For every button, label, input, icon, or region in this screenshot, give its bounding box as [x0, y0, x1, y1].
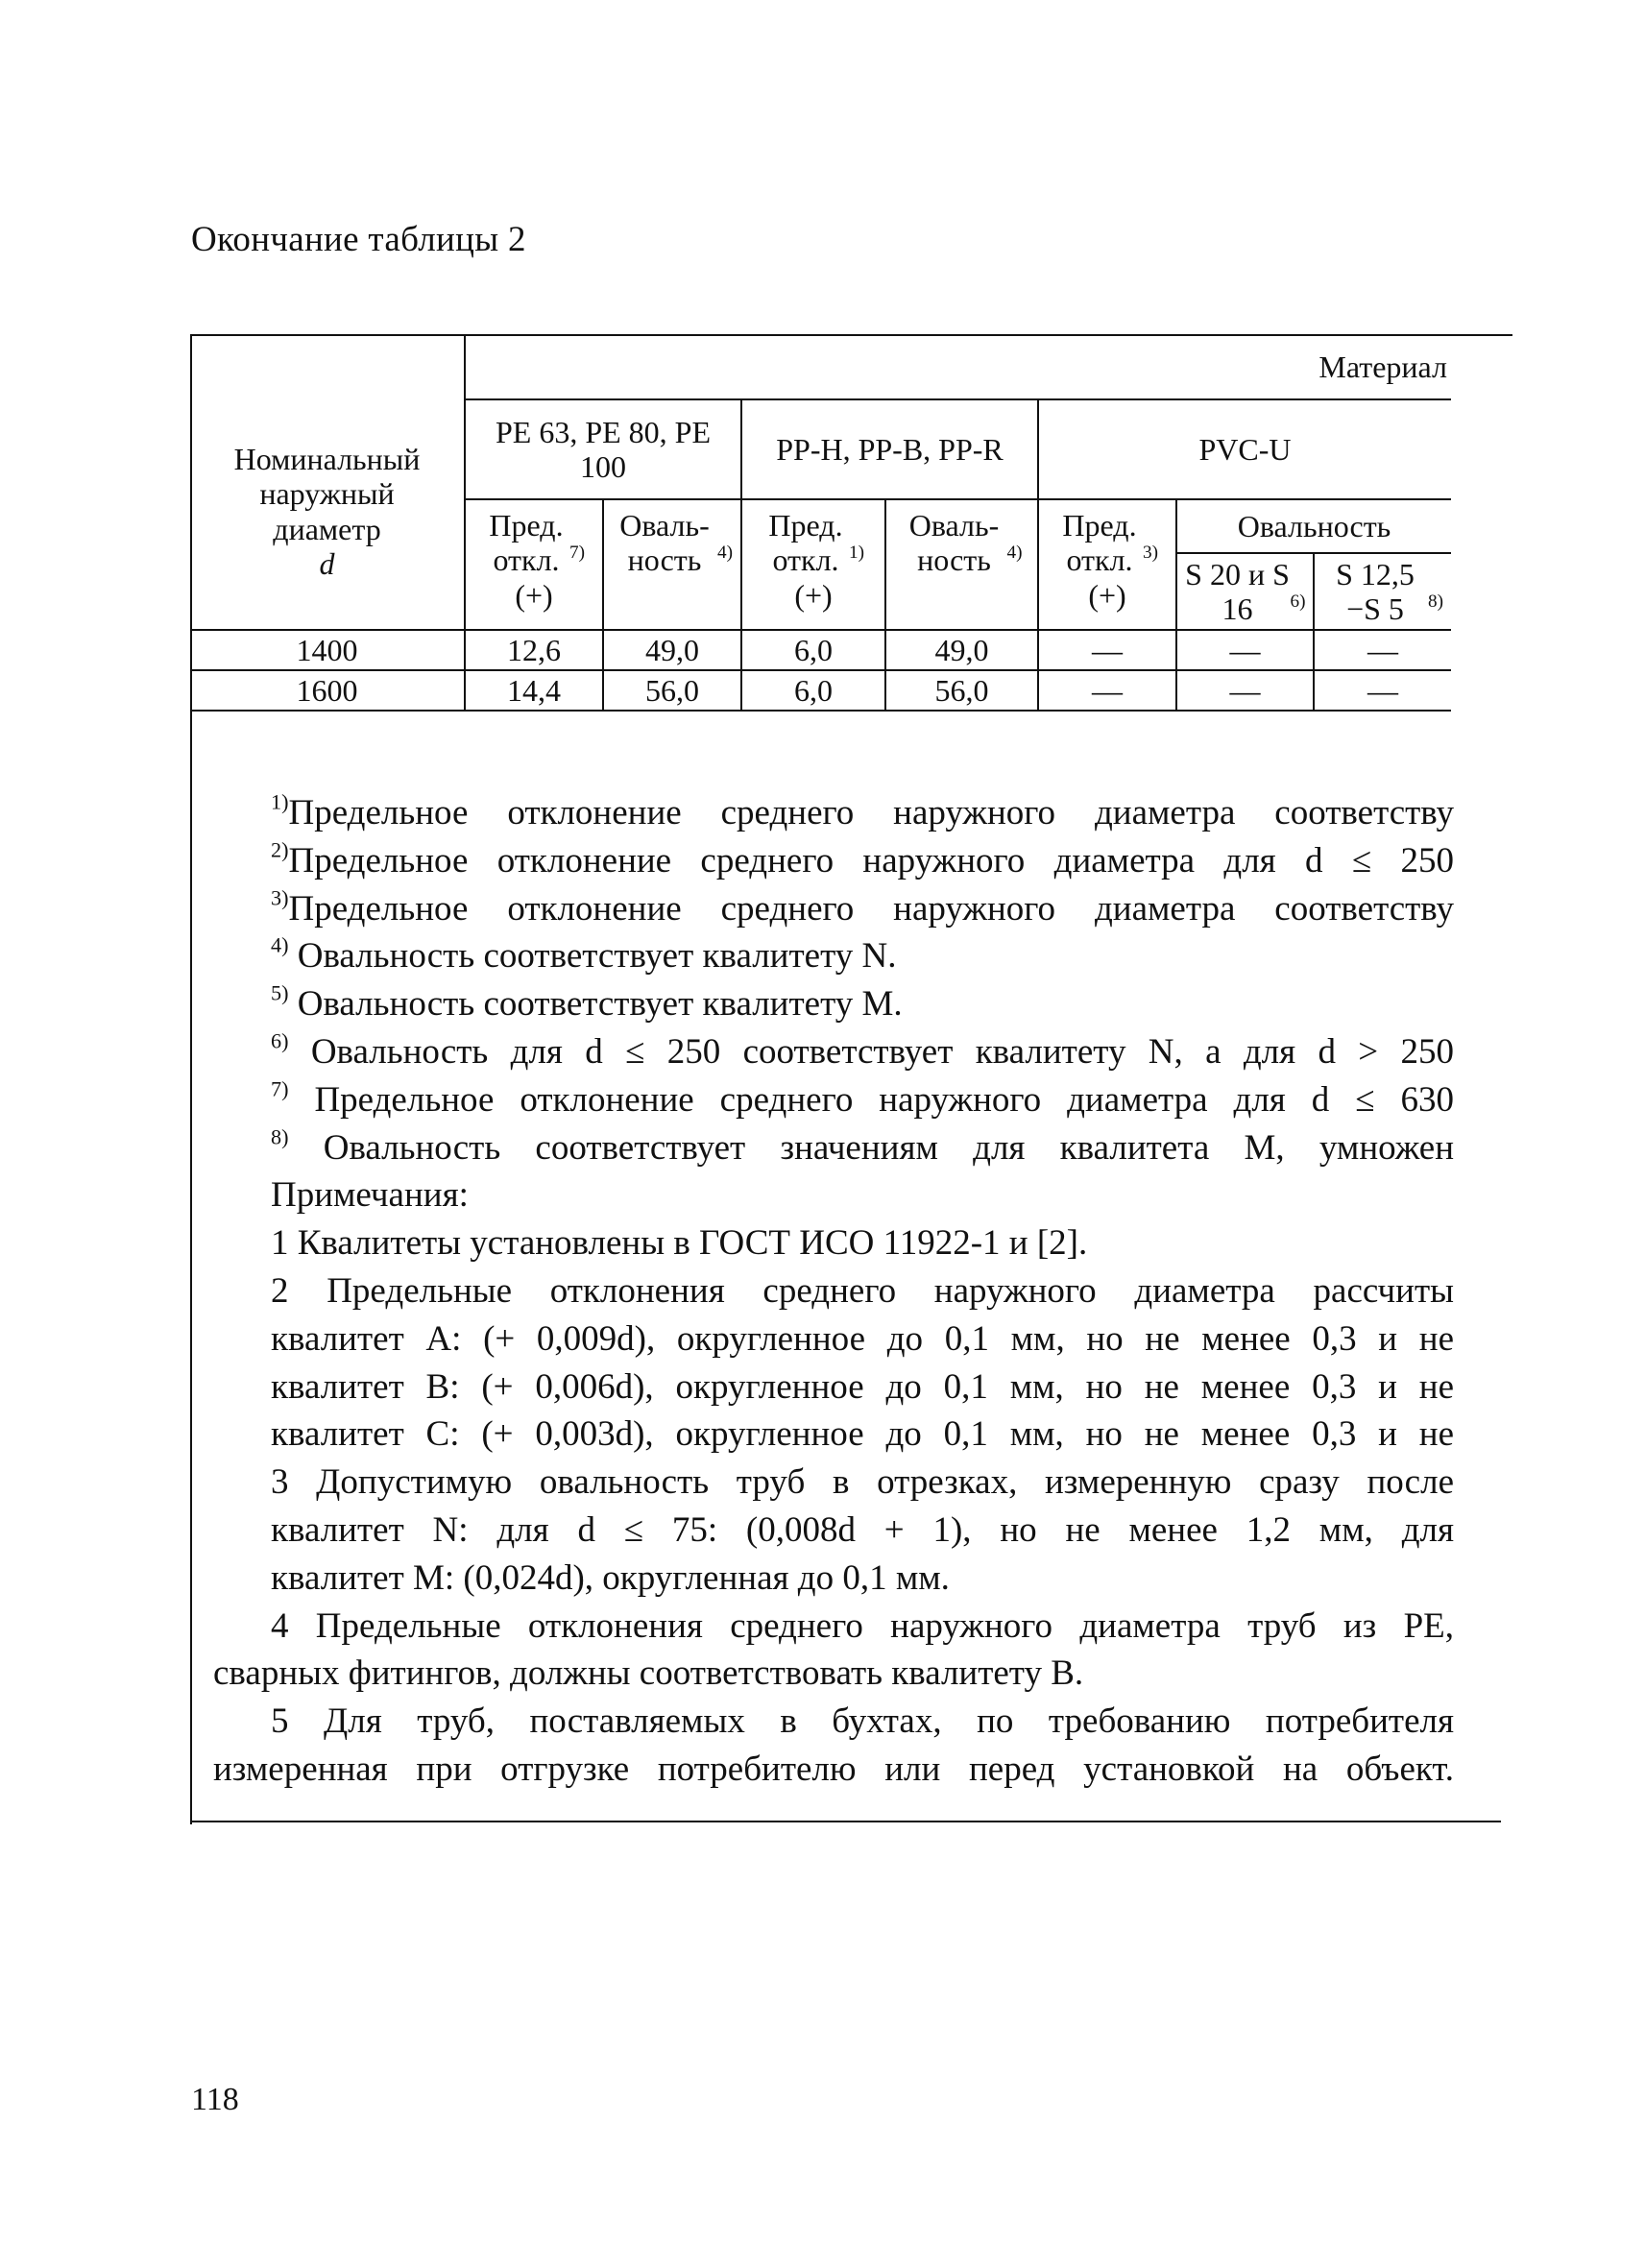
footnote-mark: 4)	[271, 932, 289, 957]
footnote-text: Предельное отклонение среднего наружного диаметра соответству	[288, 793, 1454, 832]
table-cell: 49,0	[885, 630, 1038, 670]
pvc-s1-sup: 6)	[1290, 591, 1306, 612]
footnote-8	[213, 1124, 1454, 1172]
table-cell: —	[1038, 670, 1176, 711]
table-cell: 56,0	[603, 670, 741, 711]
footnote-6	[213, 1028, 1454, 1076]
pe-deviation-header	[465, 499, 603, 630]
footnote-mark: 6)	[271, 1028, 289, 1053]
footnote-text: Предельное отклонение среднего наружного диаметра для d ≤ 630	[314, 1079, 1454, 1120]
pvc-deviation-header	[1038, 499, 1176, 630]
remark-line: квалитет C: (+ 0,003d), округленное до 0,1 мм, но не менее 0,3 и не	[271, 1414, 1454, 1455]
footnote-2	[213, 837, 1454, 885]
pe-ovality-header	[603, 499, 741, 630]
remark-line: 3 Допустимую овальность труб в отрезках, измеренную сразу после	[271, 1462, 1454, 1503]
pvc-s2-header	[1314, 553, 1451, 630]
footnote-mark: 3)	[271, 885, 289, 910]
footnote-text: Овальность соответствует значениям для квалитета M, умножен	[323, 1127, 1454, 1168]
diameter-header	[190, 336, 465, 630]
pe-dev-sup: 7)	[569, 543, 585, 564]
pe-dev-label: Пред. откл.	[489, 508, 564, 578]
pvc-s2-label: S 12,5 −S 5	[1336, 556, 1415, 626]
table-cell: 49,0	[603, 630, 741, 670]
pp-ovality-header	[885, 499, 1038, 630]
pp-oval-label: Оваль- ность	[908, 508, 1000, 578]
remarks-title: Примечания:	[271, 1175, 469, 1216]
pvc-ovality-header: Овальность	[1176, 499, 1451, 553]
pvc-dev-label: Пред. откл.	[1062, 508, 1137, 578]
remark-line: сварных фитингов, должны соответствовать квалитету B.	[213, 1653, 1084, 1694]
group-pe-label: PE 63, PE 80, PE 100	[495, 414, 712, 484]
table-cell: 12,6	[465, 630, 603, 670]
footnote-mark: 1)	[271, 789, 289, 814]
footnote-mark: 5)	[271, 980, 289, 1005]
table-caption: Окончание таблицы 2	[191, 220, 526, 259]
table-cell: —	[1314, 630, 1451, 670]
footnote-5	[213, 980, 1454, 1028]
remark-line: 4 Предельные отклонения среднего наружного диаметра труб из PE,	[271, 1605, 1454, 1646]
pp-dev-sup: 1)	[849, 543, 864, 564]
footnote-1	[213, 789, 1454, 837]
table-cell: 56,0	[885, 670, 1038, 711]
table-cell: —	[1038, 630, 1176, 670]
table-cell: 6,0	[741, 630, 885, 670]
pp-oval-sup: 4)	[1006, 543, 1023, 564]
footnote-mark: 7)	[271, 1076, 289, 1101]
diameter-symbol: d	[319, 546, 335, 582]
table-cell: 14,4	[465, 670, 603, 711]
pvc-s1-header	[1176, 553, 1314, 630]
pe-oval-sup: 4)	[717, 543, 733, 564]
pe-oval-label: Оваль- ность	[619, 508, 710, 578]
pvc-dev-sign: (+)	[1088, 577, 1126, 613]
footnote-mark: 8)	[271, 1124, 289, 1149]
remark-line: квалитет M: (0,024d), округленная до 0,1 мм.	[271, 1557, 950, 1598]
footnote-7	[213, 1076, 1454, 1124]
footnote-text: Овальность соответствует квалитету N.	[297, 936, 897, 977]
diameter-header-text: Номинальный наружный диаметр	[233, 442, 421, 546]
footnote-4	[213, 932, 1454, 980]
remark-line: 2 Предельные отклонения среднего наружного диаметра рассчиты	[271, 1270, 1454, 1311]
page-number: 118	[191, 2082, 239, 2117]
group-pvc-label: PVC-U	[1198, 431, 1292, 467]
remark-line: 1 Квалитеты установлены в ГОСТ ИСО 11922-1 и [2].	[271, 1223, 1088, 1264]
footnote-mark: 2)	[271, 837, 289, 862]
pvc-dev-sup: 3)	[1143, 543, 1158, 564]
group-pe	[465, 399, 741, 499]
table-cell: —	[1176, 630, 1314, 670]
table-row	[190, 670, 1451, 711]
group-pp	[741, 399, 1038, 499]
group-pp-label: PP-H, PP-B, PP-R	[776, 431, 1004, 467]
footnotes-block	[213, 789, 1454, 1794]
footnote-text: Предельное отклонение среднего наружного диаметра для d ≤ 250	[288, 840, 1454, 881]
material-header: Материал	[465, 336, 1451, 399]
remark-line: измеренная при отгрузке потребителю или перед установкой на объект.	[213, 1749, 1454, 1789]
footnote-text: Овальность для d ≤ 250 соответствует квалитету N, а для d > 250	[310, 1031, 1454, 1072]
table-cell: —	[1314, 670, 1451, 711]
pp-deviation-header	[741, 499, 885, 630]
remark-line: квалитет N: для d ≤ 75: (0,008d + 1), но не менее 1,2 мм, для	[271, 1509, 1454, 1550]
table-cell: 1600	[190, 670, 465, 711]
pe-dev-sign: (+)	[515, 577, 553, 613]
group-pvc	[1038, 399, 1451, 499]
pvc-s2-sup: 8)	[1428, 591, 1443, 612]
footnote-text: Овальность соответствует квалитету M.	[297, 984, 903, 1025]
table-cell: 6,0	[741, 670, 885, 711]
spec-table	[190, 336, 1451, 712]
remark-line: квалитет A: (+ 0,009d), округленное до 0,1 мм, но не менее 0,3 и не	[271, 1318, 1454, 1359]
remark-line: 5 Для труб, поставляемых в бухтах, по требованию потребителя	[271, 1701, 1454, 1742]
bottom-rule	[190, 1821, 1501, 1822]
table-row	[190, 630, 1451, 670]
remark-line: квалитет B: (+ 0,006d), округленное до 0,1 мм, но не менее 0,3 и не	[271, 1366, 1454, 1407]
pvc-s1-label: S 20 и S 16	[1185, 556, 1290, 626]
pp-dev-sign: (+)	[794, 577, 833, 613]
footnote-3	[213, 885, 1454, 933]
footnote-text: Предельное отклонение среднего наружного диаметра соответству	[288, 888, 1454, 929]
table-cell: —	[1176, 670, 1314, 711]
pp-dev-label: Пред. откл.	[768, 508, 843, 578]
table-cell: 1400	[190, 630, 465, 670]
